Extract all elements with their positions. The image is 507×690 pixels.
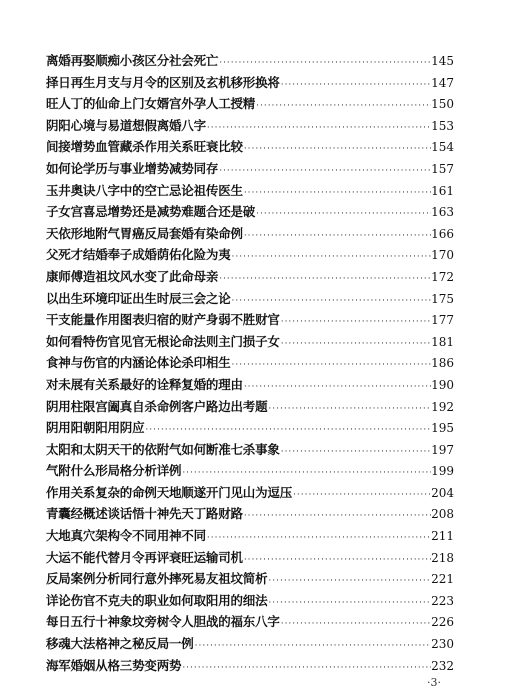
- toc-leader-dots: [280, 75, 431, 94]
- toc-leader-dots: [243, 377, 431, 396]
- toc-entry: [46, 568, 454, 590]
- toc-entry-title: 对未展有关系最好的诠释复婚的理由: [46, 376, 243, 392]
- toc-entry-page: 221: [431, 572, 454, 587]
- toc-entry: [46, 93, 454, 115]
- toc-entry-title: 大地真穴架构令不同用神不同: [46, 528, 206, 544]
- toc-entry: [46, 417, 454, 439]
- toc-entry: [46, 201, 454, 223]
- toc-entry-title: 子女宫喜忌增势还是减势难题合还是破: [46, 204, 256, 220]
- toc-leader-dots: [144, 420, 431, 439]
- toc-entry: [46, 547, 454, 569]
- toc-entry: [46, 158, 454, 180]
- toc-entry-title: 康师傅造祖坟风水变了此命母亲: [46, 268, 219, 284]
- toc-entry-title: 干支能量作用图表归宿的财产身弱不胜财官: [46, 312, 280, 328]
- toc-entry-page: 172: [431, 269, 454, 284]
- toc-entry-title: 天依形地附气胃癌反局套婚有染命例: [46, 225, 243, 241]
- toc-entry: [46, 331, 454, 353]
- toc-entry: [46, 266, 454, 288]
- table-of-contents: [46, 50, 454, 676]
- toc-leader-dots: [243, 226, 431, 245]
- toc-entry: [46, 482, 454, 504]
- toc-entry-page: 232: [431, 658, 454, 673]
- toc-leader-dots: [280, 614, 431, 633]
- toc-leader-dots: [243, 506, 431, 525]
- toc-entry-page: 154: [431, 140, 454, 155]
- toc-entry-page: 161: [431, 183, 454, 198]
- toc-leader-dots: [206, 528, 431, 547]
- toc-leader-dots: [255, 96, 431, 115]
- toc-entry-page: 153: [431, 118, 454, 133]
- toc-entry: [46, 611, 454, 633]
- page-number: ·3·: [427, 676, 441, 689]
- toc-entry: [46, 50, 454, 72]
- toc-leader-dots: [218, 269, 431, 288]
- toc-entry-page: 195: [431, 421, 454, 436]
- toc-entry-page: 170: [431, 248, 454, 263]
- toc-leader-dots: [280, 442, 431, 461]
- toc-entry-title: 旺人丁的仙命上门女婿宫外孕人工授精: [46, 96, 256, 112]
- toc-entry: [46, 244, 454, 266]
- toc-leader-dots: [218, 53, 431, 72]
- toc-entry-page: 223: [431, 593, 454, 608]
- toc-leader-dots: [255, 204, 431, 223]
- toc-entry-page: 192: [431, 399, 454, 414]
- toc-entry-title: 食神与伤官的内涵论体论杀印相生: [46, 355, 231, 371]
- toc-entry: [46, 288, 454, 310]
- toc-entry-title: 移魂大法格神之秘反局一例: [46, 636, 194, 652]
- toc-entry: [46, 633, 454, 655]
- toc-leader-dots: [243, 550, 431, 569]
- toc-entry-title: 详论伤官不克夫的职业如何取阳用的细法: [46, 592, 268, 608]
- toc-leader-dots: [218, 161, 431, 180]
- toc-entry: [46, 180, 454, 202]
- toc-entry-page: 150: [431, 97, 454, 112]
- toc-entry: [46, 655, 454, 677]
- toc-entry-title: 择日再生月支与月令的区别及玄机移形换将: [46, 74, 280, 90]
- toc-entry: [46, 223, 454, 245]
- toc-entry-page: 186: [431, 356, 454, 371]
- toc-entry: [46, 396, 454, 418]
- toc-entry-page: 197: [431, 442, 454, 457]
- toc-entry: [46, 115, 454, 137]
- toc-entry: [46, 72, 454, 94]
- toc-entry-title: 每日五行十神象坟旁树令人胆战的福东八字: [46, 614, 280, 630]
- toc-entry-page: 208: [431, 507, 454, 522]
- toc-entry-title: 海军婚姻从格三势变两势: [46, 657, 182, 673]
- toc-entry-page: 157: [431, 161, 454, 176]
- toc-entry-title: 离婚再娶顺痴小孩区分社会死亡: [46, 53, 219, 68]
- toc-entry: [46, 309, 454, 331]
- toc-entry-title: 间接增势血管藏杀作用关系旺衰比较: [46, 139, 243, 155]
- toc-leader-dots: [181, 463, 431, 482]
- toc-entry-title: 玉井奥诀八字中的空亡忌论祖传医生: [46, 182, 243, 198]
- toc-entry-title: 父死才结婚奉子成婚荫佑化险为夷: [46, 247, 231, 263]
- toc-entry-page: 218: [431, 550, 454, 565]
- toc-entry-page: 199: [431, 464, 454, 479]
- toc-entry-page: 211: [431, 529, 454, 544]
- toc-leader-dots: [267, 593, 431, 612]
- toc-entry: [46, 503, 454, 525]
- toc-entry-page: 190: [431, 377, 454, 392]
- toc-entry-title: 太阳和太阴天干的依附气如何断准七杀事象: [46, 441, 280, 457]
- toc-entry-page: 177: [431, 313, 454, 328]
- toc-entry: [46, 374, 454, 396]
- toc-entry-title: 气附什么形局格分析详例: [46, 463, 182, 479]
- toc-entry-title: 如何论学历与事业增势减势同存: [46, 160, 219, 176]
- toc-leader-dots: [243, 139, 431, 158]
- toc-leader-dots: [280, 334, 431, 353]
- toc-entry-title: 阴用阳朝阳用阴应: [46, 420, 145, 436]
- toc-entry-title: 以出生环境印证出生时辰三会之论: [46, 290, 231, 306]
- toc-leader-dots: [267, 571, 431, 590]
- toc-entry-page: 226: [431, 615, 454, 630]
- toc-leader-dots: [194, 636, 431, 655]
- toc-entry-page: 175: [431, 291, 454, 306]
- toc-entry-page: 147: [431, 75, 454, 90]
- toc-leader-dots: [280, 312, 431, 331]
- toc-entry-page: 204: [431, 485, 454, 500]
- toc-leader-dots: [231, 291, 432, 310]
- toc-entry-title: 阴用柱限宫阖真自杀命例客户路边出考题: [46, 398, 268, 414]
- toc-entry-title: 大运不能代替月令再评衰旺运输司机: [46, 549, 243, 565]
- toc-entry: [46, 460, 454, 482]
- toc-entry: [46, 590, 454, 612]
- toc-leader-dots: [292, 485, 431, 504]
- toc-entry-title: 青囊经概述谈话悟十神先天丁路财路: [46, 506, 243, 522]
- toc-entry-title: 反局案例分析同行意外摔死易友祖坟简析: [46, 571, 268, 587]
- toc-entry: [46, 136, 454, 158]
- toc-leader-dots: [231, 247, 432, 266]
- toc-entry-page: 163: [431, 205, 454, 220]
- toc-leader-dots: [231, 355, 432, 374]
- toc-entry: [46, 352, 454, 374]
- toc-entry-title: 如何看特伤官见官无根论命法则主门损子女: [46, 333, 280, 349]
- toc-leader-dots: [267, 399, 431, 418]
- toc-leader-dots: [181, 658, 431, 677]
- toc-leader-dots: [206, 118, 431, 137]
- toc-entry-page: 230: [431, 637, 454, 652]
- toc-entry-page: 181: [431, 334, 454, 349]
- toc-entry-title: 作用关系复杂的命例天地顺遂开门见山为逗压: [46, 484, 293, 500]
- toc-entry-page: 166: [431, 226, 454, 241]
- toc-entry-title: 阴阳心境与易道想假离婚八字: [46, 117, 206, 133]
- toc-entry: [46, 439, 454, 461]
- toc-leader-dots: [243, 183, 431, 202]
- toc-entry: [46, 525, 454, 547]
- toc-entry-page: 145: [431, 54, 454, 68]
